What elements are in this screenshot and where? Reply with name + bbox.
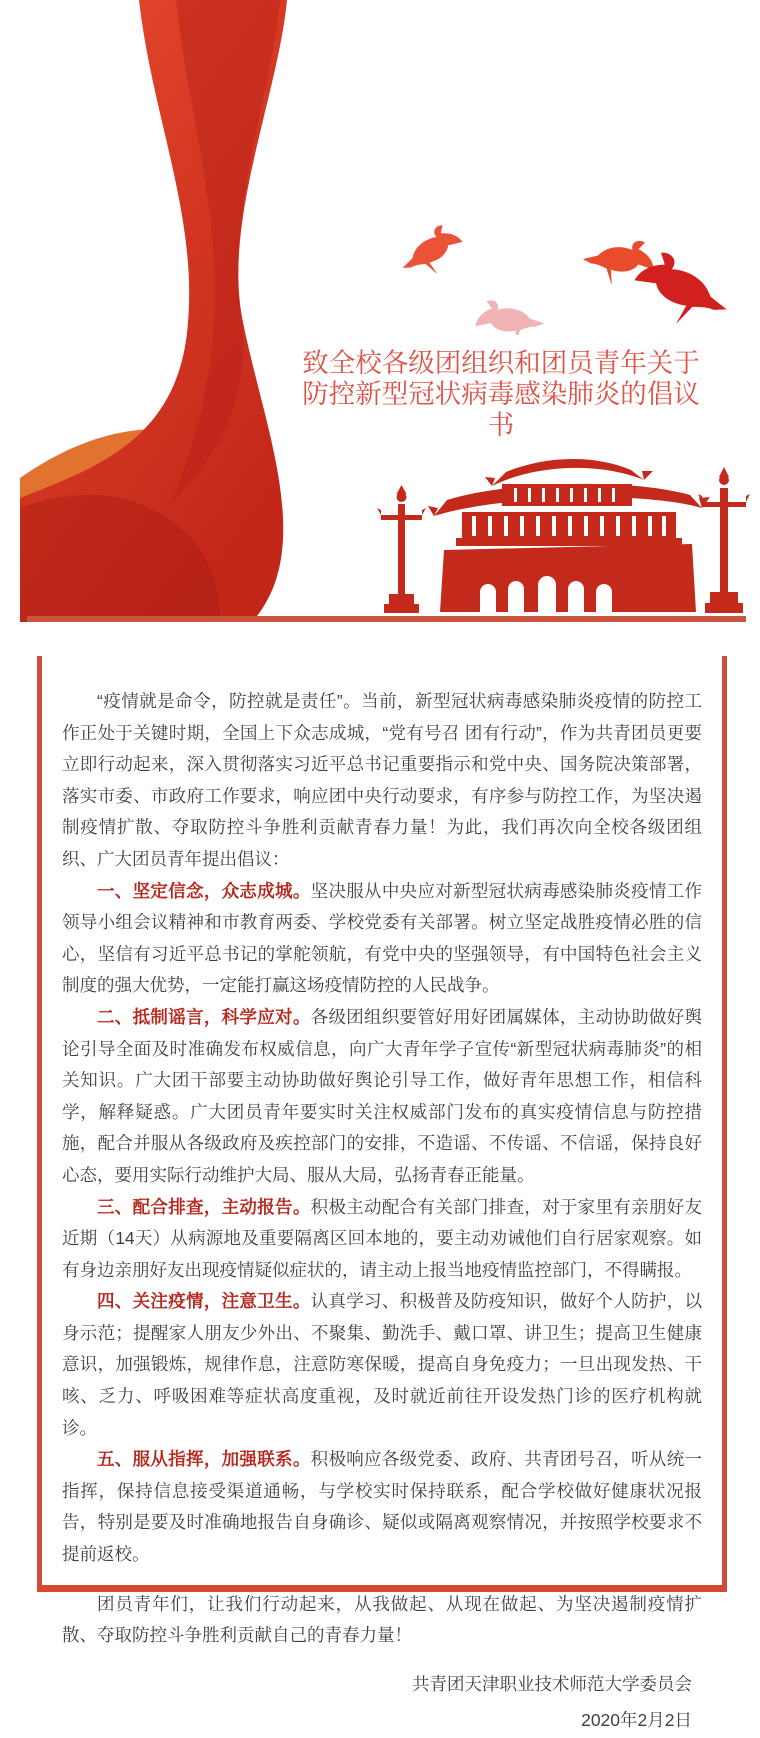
closing-paragraph: 团员青年们，让我们行动起来，从我做起、从现在做起、为坚决遏制疫情扩散、夺取防控斗争胜利贡献自己的青春力量！ <box>62 1593 702 1646</box>
item-1-heading: 一、坚定信念，众志成城。 <box>97 880 311 901</box>
item-5-heading: 五、服从指挥，加强联系。 <box>97 1449 311 1470</box>
item-2-text: 各级团组织要管好用好团属媒体，主动协助做好舆论引导全面及时准确发布权威信息，向广大青年学子宣传“新型冠状病毒肺炎”的相关知识。广大团干部要主动协助做好舆论引导工作，做好青年思想工作，相信科学，解释疑惑。广大团员青年要实时关注权威部门发布的真实疫情信息与防控措施，配合并服从各级政府及疾控部门的安排，不造谣、不传谣、不信谣，保持良好心态，要用实际行动维护大局、服从大局，弘扬青春正能量。 <box>62 1006 703 1185</box>
header-divider <box>27 616 746 622</box>
item-3-text: 积极主动配合有关部门排查，对于家里有亲朋好友近期（14天）从病源地及重要隔离区回本地的，要主动劝诫他们自行居家观察。如有身边亲朋好友出现疫情疑似症状的，请主动上报当地疫情监控部门，不得瞒报。 <box>62 1196 703 1280</box>
date: 2020年2月2日 <box>581 1709 692 1730</box>
dove-icon <box>380 200 740 335</box>
item-4 <box>62 1286 702 1444</box>
item-5-text: 积极响应各级党委、政府、共青团号召，听从统一指挥，保持信息接受渠道通畅，与学校实时保持联系，配合学校做好健康状况报告，特别是要及时准确地报告自身确诊、疑似或隔离观察情况，并按照学校要求不提前返校。 <box>62 1449 703 1565</box>
item-1 <box>62 876 702 1002</box>
tiananmen-icon <box>368 452 760 618</box>
item-2 <box>62 1002 702 1192</box>
intro-paragraph: “疫情就是命令，防控就是责任”。当前，新型冠状病毒感染肺炎疫情的防控工作正处于关键时期，全国上下众志成城，“党有号召 团有行动”，作为共青团员更要立即行动起来，深入贯彻落实习近平总书记重要指示和党中央、国务院决策部署，落实市委、市政府工作要求，响应团中央行动要求，有序参与防控工作，为坚决遏制疫情扩散、夺取防控斗争胜利贡献青春力量！为此，我们再次向全校各级团组织、广大团员青年提出倡议： <box>62 691 702 869</box>
item-4-text: 认真学习、积极普及防疫知识，做好个人防护，以身示范；提醒家人朋友少外出、不聚集、勤洗手、戴口罩、讲卫生；提高卫生健康意识，加强锻炼，规律作息，注意防寒保暖，提高自身免疫力；一旦出现发热、干咳、乏力、呼吸困难等症状高度重视，及时就近前往开设发热门诊的医疗机构就诊。 <box>62 1291 703 1438</box>
item-4-heading: 四、关注疫情，注意卫生。 <box>97 1291 311 1312</box>
item-3-heading: 三、配合排查，主动报告。 <box>97 1196 311 1217</box>
page-title: 致全校各级团组织和团员青年关于防控新型冠状病毒感染肺炎的倡议书 <box>302 348 700 440</box>
item-2-heading: 二、抵制谣言，科学应对。 <box>97 1006 311 1027</box>
item-3 <box>62 1192 702 1287</box>
ribbon-icon <box>0 0 380 622</box>
signature: 共青团天津职业技术师范大学委员会 <box>412 1673 692 1694</box>
signature-block <box>62 1666 702 1738</box>
item-1-text: 坚决服从中央应对新型冠状病毒感染肺炎疫情工作领导小组会议精神和市教育两委、学校党委有关部署。树立坚定战胜疫情必胜的信心，坚信有习近平总书记的掌舵领航，有党中央的坚强领导，有中国特色社会主义制度的强大优势，一定能打赢这场疫情防控的人民战争。 <box>62 880 703 996</box>
header-banner <box>0 0 760 622</box>
content-frame <box>37 656 727 1730</box>
item-5 <box>62 1444 702 1570</box>
